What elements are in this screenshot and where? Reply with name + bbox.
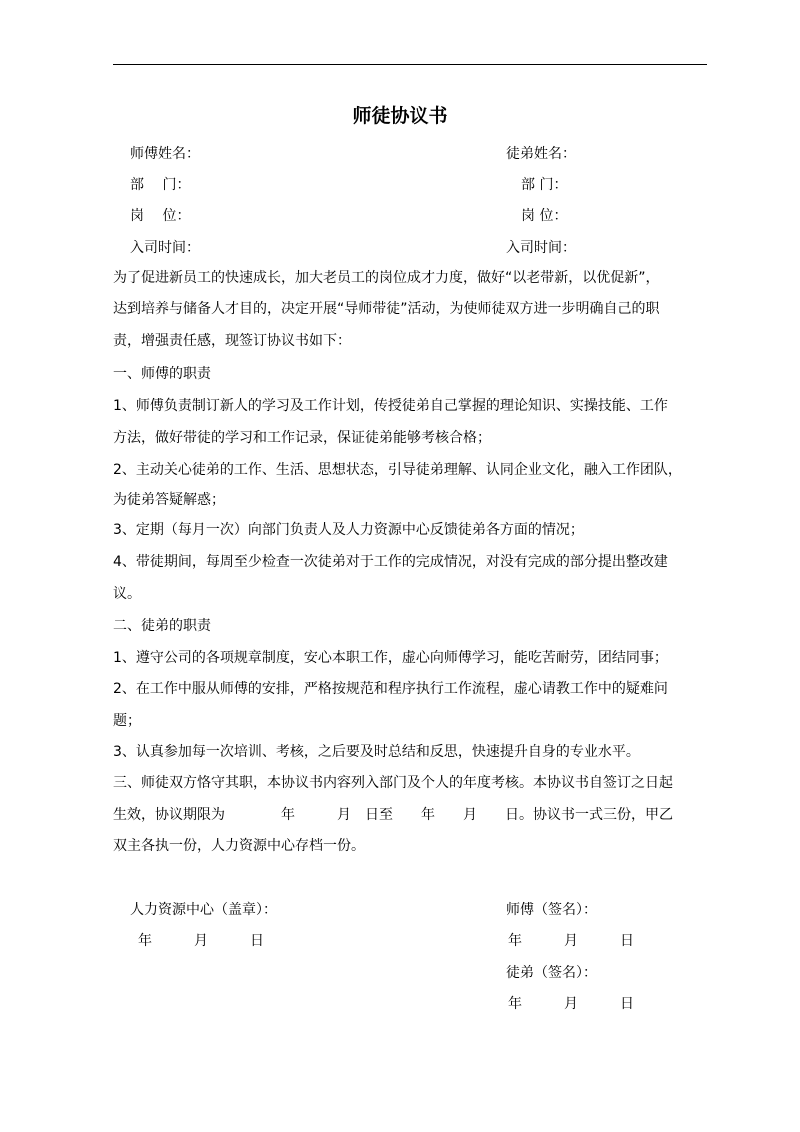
section-heading-master: 一、师傅的职责 [113,366,211,382]
master-dept-label: 部 门： [130,177,191,193]
master-duty-line: 为徒弟答疑解惑； [113,492,225,508]
terms-line: 三、师徒双方恪守其职，本协议书内容列入部门及个人的年度考核。本协议书自签订之日起 [113,775,673,791]
master-duty-line: 2、主动关心徒弟的工作、生活、思想状态，引导徒弟理解、认同企业文化，融入工作团队， [113,462,682,478]
master-join-date-label: 入司时间： [130,240,200,256]
master-duty-line: 1、师傅负责制订新人的学习及工作计划，传授徒弟自己掌握的理论知识、实操技能、工作 [113,398,668,414]
document-title: 师徒协议书 [352,105,448,127]
intro-line: 责，增强责任感，现签订协议书如下： [113,333,351,349]
master-duty-line: 方法，做好带徒的学习和工作记录，保证徒弟能够考核合格； [113,430,491,446]
apprentice-duty-line: 题； [113,713,141,729]
hr-center-date: 年 月 日 [138,933,264,949]
master-post-label: 岗 位： [130,208,191,224]
apprentice-signature-date: 年 月 日 [508,996,634,1012]
apprentice-signature-label: 徒弟（签名）： [506,965,597,981]
apprentice-duty-line: 2、在工作中服从师傅的安排，严格按规范和程序执行工作流程，虚心请教工作中的疑难问 [113,681,668,697]
section-heading-apprentice: 二、徒弟的职责 [113,618,211,634]
apprentice-name-label: 徒弟姓名： [506,146,576,162]
intro-line: 为了促进新员工的快速成长，加大老员工的岗位成才力度，做好“以老带新，以优促新”， [113,270,660,286]
terms-line: 双主各执一份，人力资源中心存档一份。 [113,838,365,854]
master-duty-line: 3、定期（每月一次）向部门负责人及人力资源中心反馈徒弟各方面的情况； [113,522,584,538]
apprentice-dept-label: 部 门： [521,177,568,193]
terms-line: 生效，协议期限为 年 月 日至 年 月 日。协议书一式三份，甲乙 [113,807,673,823]
intro-line: 达到培养与储备人才目的，决定开展“导师带徒”活动，为使师徒双方进一步明确自己的职 [113,301,660,317]
apprentice-join-date-label: 入司时间： [506,240,576,256]
master-signature-date: 年 月 日 [508,933,634,949]
header-rule [113,64,707,65]
apprentice-post-label: 岗 位： [521,208,568,224]
master-duty-line: 议。 [113,586,141,602]
apprentice-duty-line: 1、遵守公司的各项规章制度，安心本职工作，虚心向师傅学习，能吃苦耐劳，团结同事； [113,650,668,666]
hr-center-seal-label: 人力资源中心（盖章）： [130,902,277,918]
master-duty-line: 4、带徒期间，每周至少检查一次徒弟对于工作的完成情况，对没有完成的部分提出整改建 [113,554,668,570]
master-signature-label: 师傅（签名）： [506,902,597,918]
master-name-label: 师傅姓名： [130,146,200,162]
apprentice-duty-line: 3、认真参加每一次培训、考核，之后要及时总结和反思，快速提升自身的专业水平。 [113,744,640,760]
